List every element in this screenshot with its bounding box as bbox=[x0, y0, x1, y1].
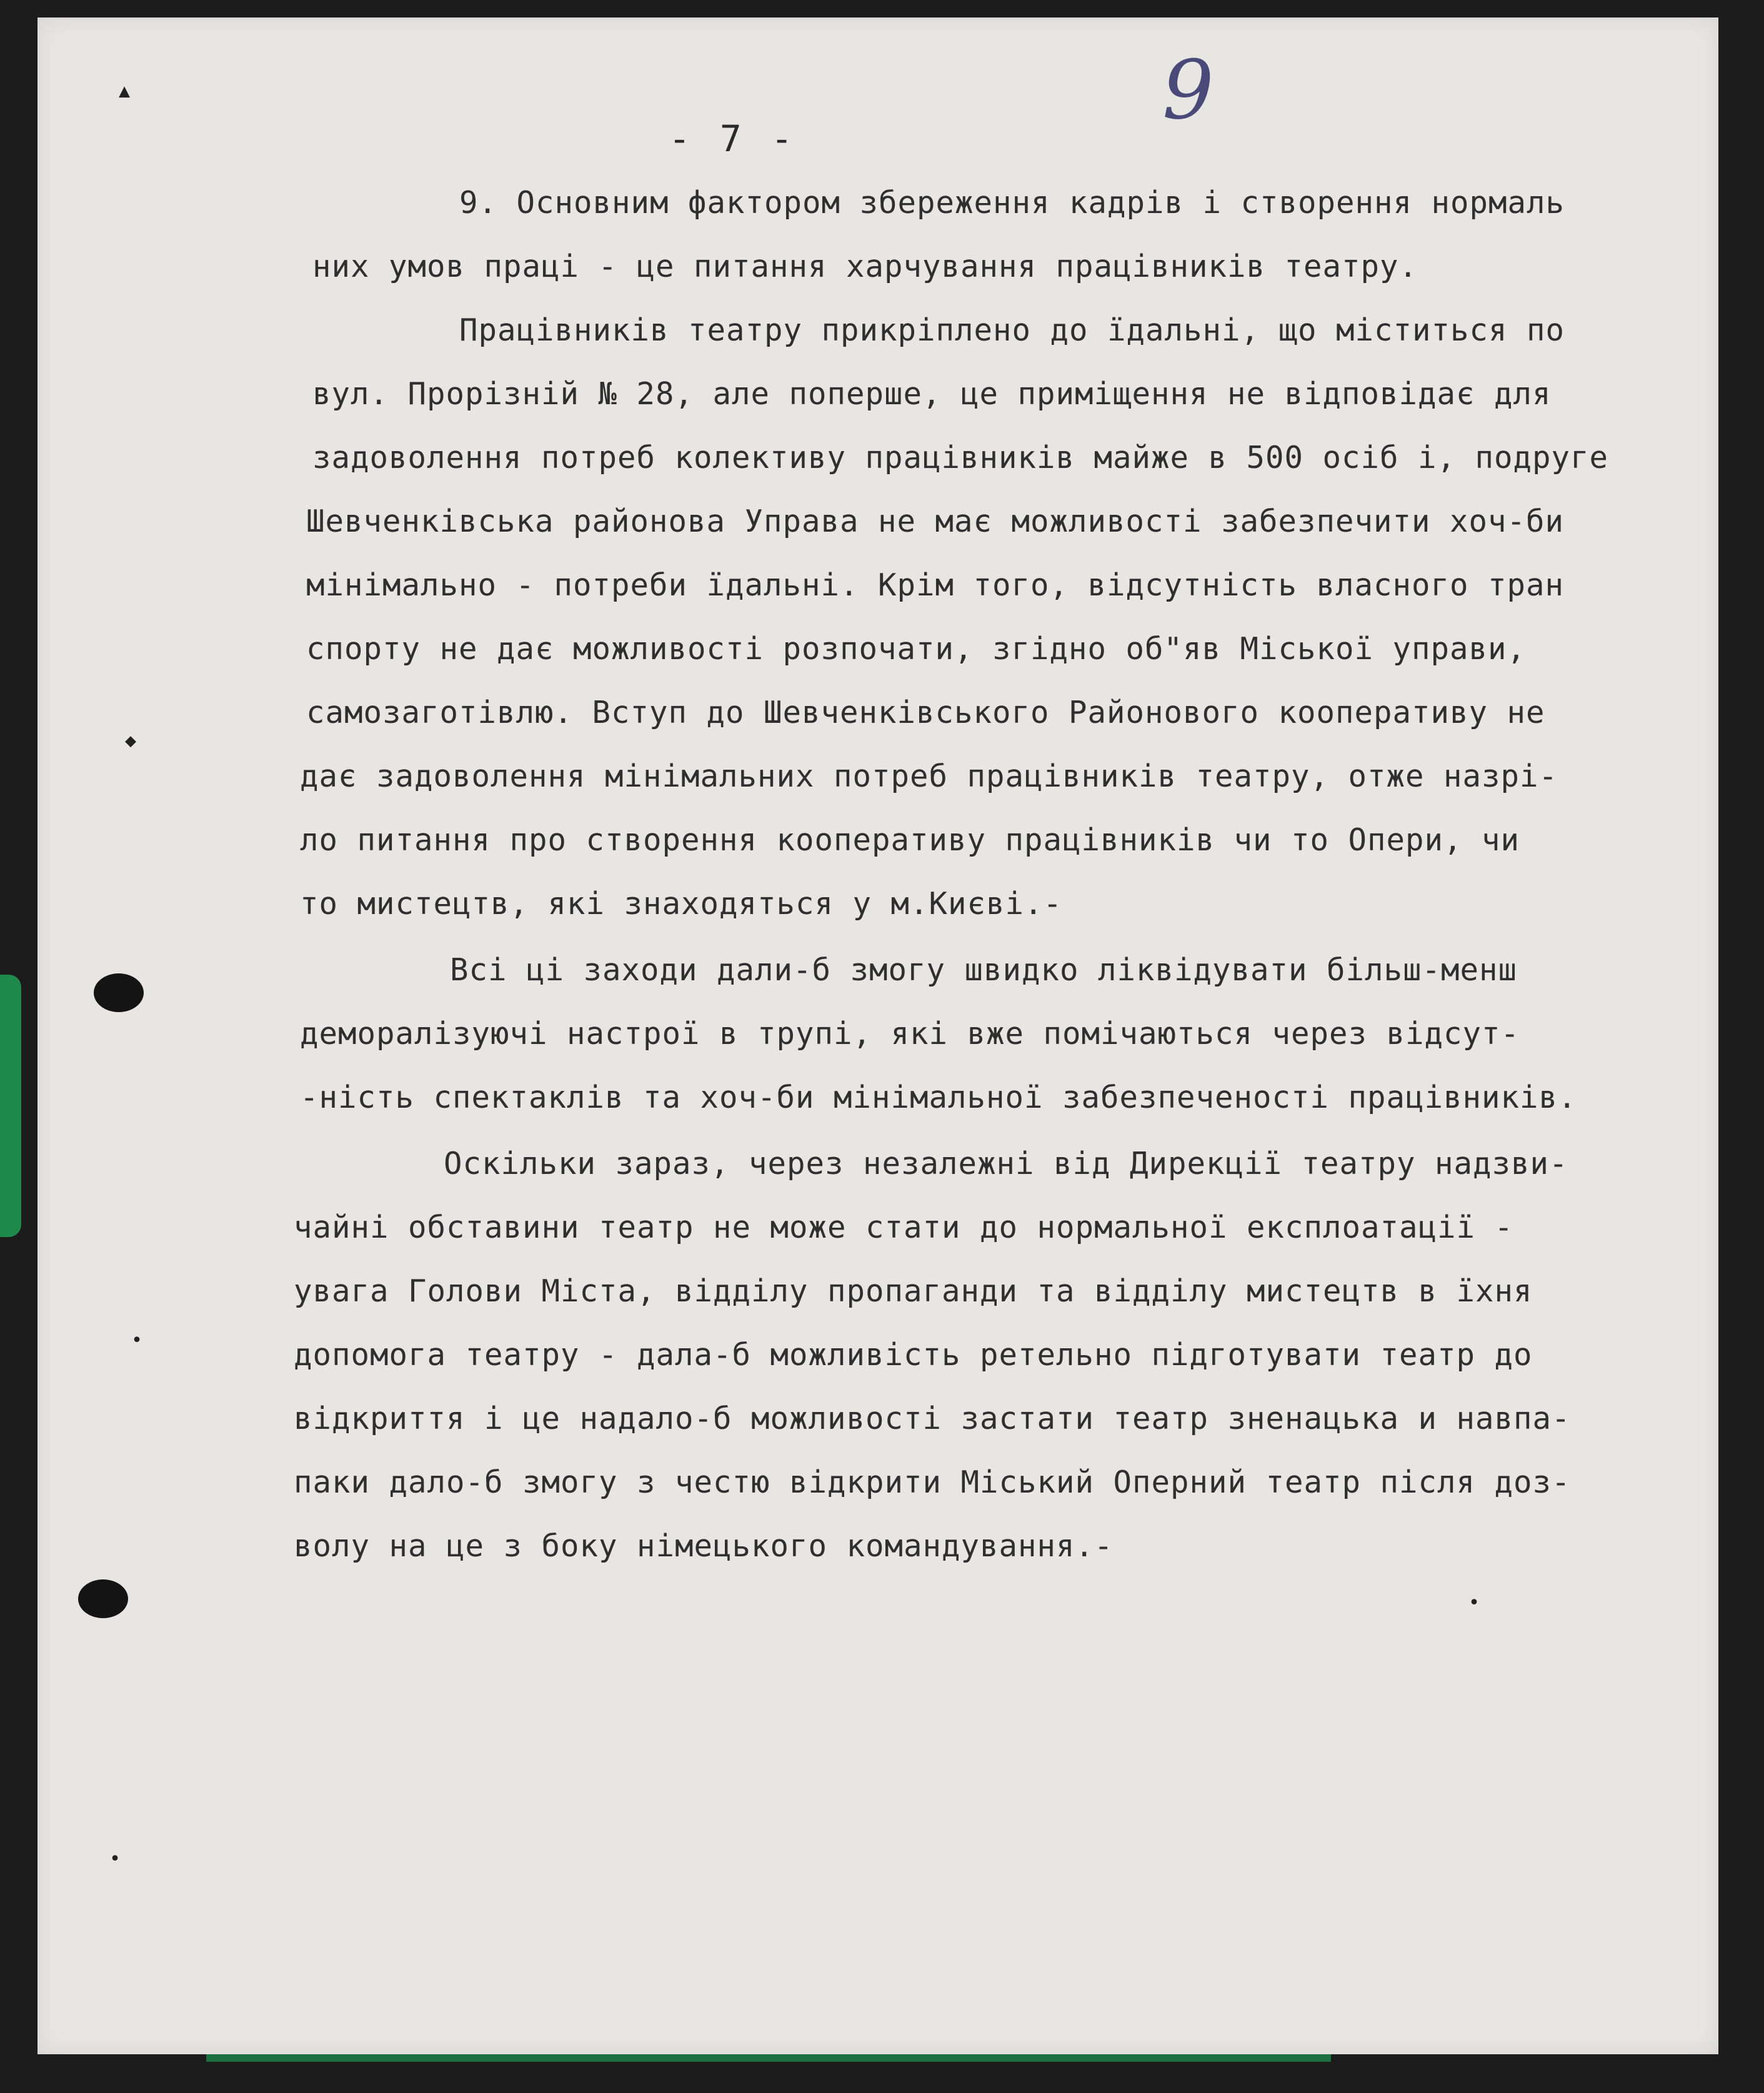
text-line: самозаготівлю. Вступ до Шевченківського Районового кооперативу не bbox=[306, 695, 1545, 730]
speck: • bbox=[109, 1848, 121, 1870]
text-line: 9. Основним фактором збереження кадрів і створення нормаль bbox=[459, 185, 1565, 221]
speck: • bbox=[131, 1330, 143, 1351]
text-line: Всі ці заходи дали-б змогу швидко ліквідувати більш-менш bbox=[450, 952, 1518, 988]
text-line: волу на це з боку німецького командування.- bbox=[294, 1528, 1114, 1564]
document-page bbox=[37, 17, 1718, 2054]
punch-hole-top bbox=[94, 973, 144, 1012]
text-line: них умов праці - це питання харчування працівників театру. bbox=[312, 249, 1418, 284]
text-line: -ність спектаклів та хоч-би мінімальної забезпеченості працівників. bbox=[300, 1080, 1577, 1115]
speck: ▲ bbox=[119, 80, 131, 102]
text-line: Оскільки зараз, через незалежні від Дирекції театру надзви- bbox=[444, 1146, 1568, 1181]
text-line: деморалізуючі настрої в трупі, які вже помічаються через відсут- bbox=[300, 1016, 1520, 1051]
speck: • bbox=[1468, 1592, 1480, 1614]
text-line: мінімально - потреби їдальні. Крім того, відсутність власного тран bbox=[306, 567, 1565, 603]
text-line: Шевченківська районова Управа не має можливості забезпечити хоч-би bbox=[306, 504, 1565, 539]
text-line: то мистецтв, які знаходяться у м.Києві.- bbox=[300, 886, 1063, 922]
text-line: спорту не дає можливості розпочати, згідно об"яв Міської управи, bbox=[306, 631, 1527, 667]
text-line: вул. Прорізній № 28, але поперше, це приміщення не відповідає для bbox=[312, 376, 1552, 412]
text-line: увага Голови Міста, відділу пропаганди та відділу мистецтв в їхня bbox=[294, 1273, 1533, 1309]
speck: ◆ bbox=[125, 730, 137, 752]
text-line: задоволення потреб колективу працівників майже в 500 осіб і, подруге bbox=[312, 440, 1609, 475]
text-line: Працівників театру прикріплено до їдальні, що міститься по bbox=[459, 312, 1565, 348]
text-line: допомога театру - дала-б можливість ретельно підготувати театр до bbox=[294, 1337, 1533, 1373]
text-line: чайні обставини театр не може стати до нормальної експлоатації - bbox=[294, 1210, 1514, 1245]
text-line: відкриття і це надало-б можливості застати театр зненацька и навпа- bbox=[294, 1401, 1571, 1436]
text-line: ло питання про створення кооперативу працівників чи то Опери, чи bbox=[300, 822, 1520, 858]
text-line: дає задоволення мінімальних потреб працівників театру, отже назрі- bbox=[300, 758, 1558, 794]
punch-hole-bottom bbox=[78, 1579, 128, 1618]
green-edge-left bbox=[0, 975, 21, 1237]
page-number: - 7 - bbox=[669, 117, 797, 160]
text-line: паки дало-б змогу з честю відкрити Міський Оперний театр після доз- bbox=[294, 1464, 1571, 1500]
archive-page-number: 9 bbox=[1162, 42, 1214, 137]
